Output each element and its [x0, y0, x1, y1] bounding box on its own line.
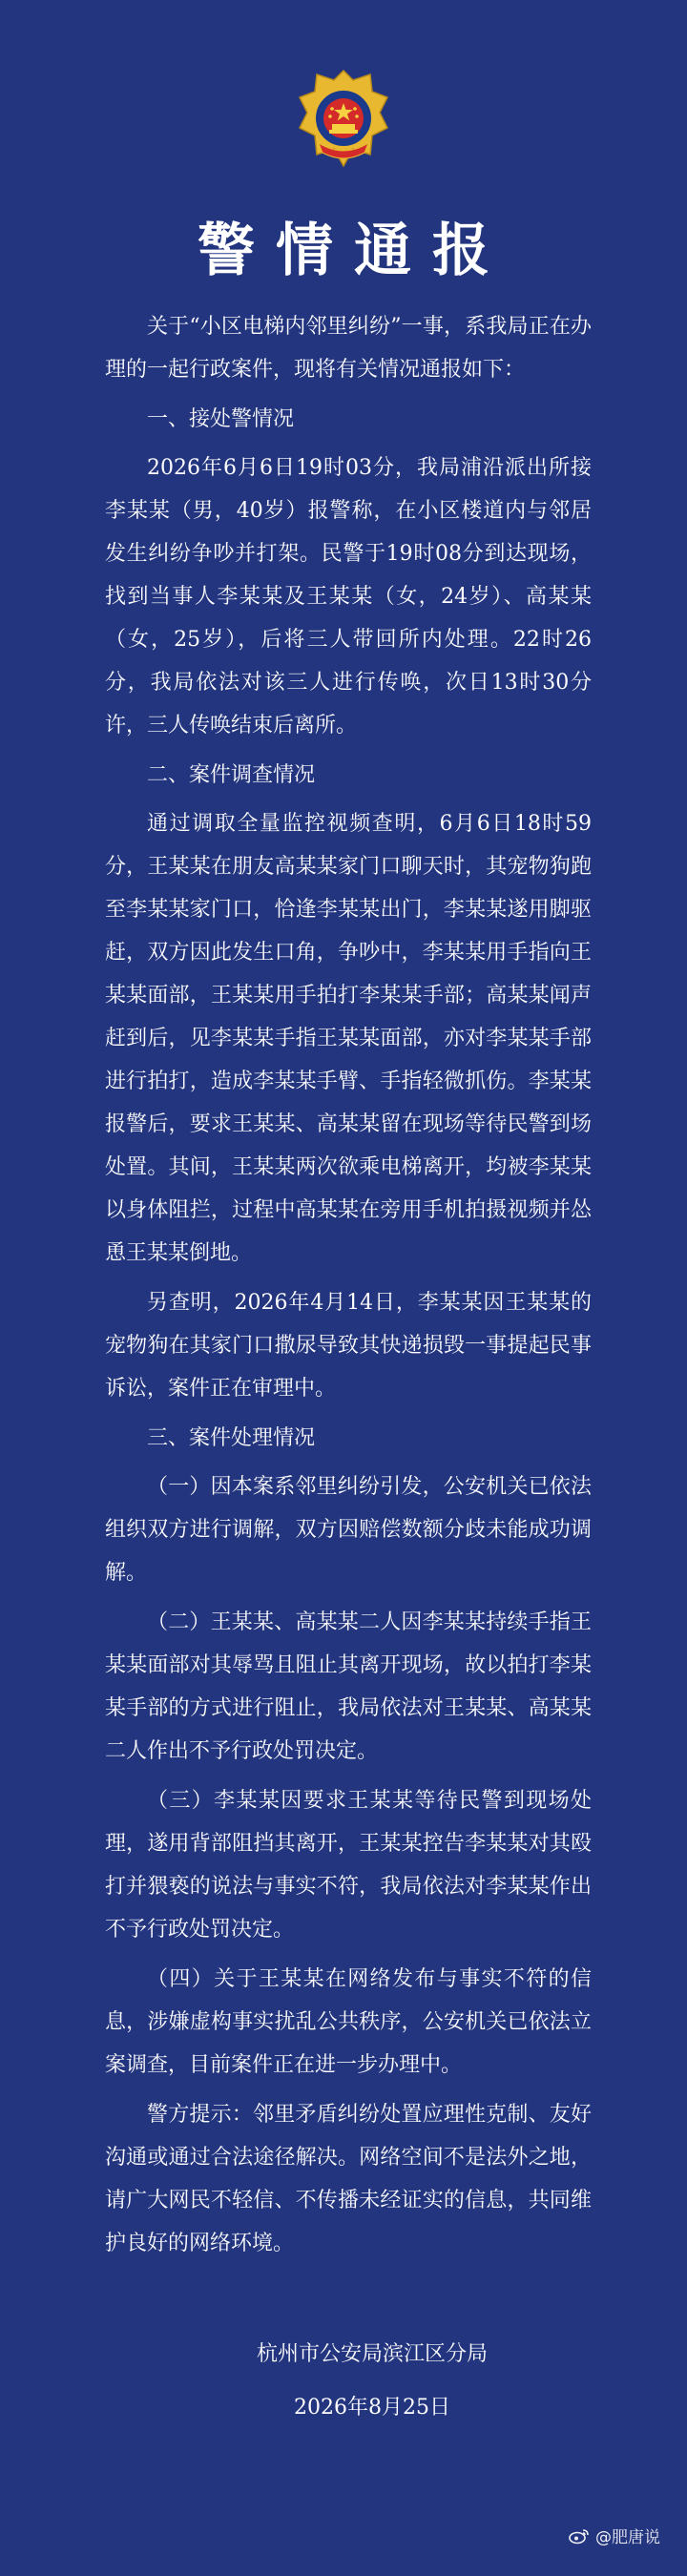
watermark-text: @肥唐说	[595, 2528, 660, 2547]
section-2-paragraph-extra: 另查明，2026年4月14日，李某某因王某某的宠物狗在其家门口撒尿导致其快递损毁一事提起民事诉讼，案件正在审理中。	[105, 1291, 592, 1401]
weibo-icon	[569, 2527, 590, 2545]
intro-paragraph: 关于“小区电梯内邻里纠纷”一事，系我局正在办理的一起行政案件，现将有关情况通报如下：	[105, 315, 592, 382]
signature-date: 2026年8月25日	[294, 2396, 450, 2420]
police-emblem-icon	[296, 67, 391, 172]
notice-body	[105, 305, 592, 2272]
section-3-item-4: （四）关于王某某在网络发布与事实不符的信息，涉嫌虚构事实扰乱公共秩序，公安机关已依法立案调查，目前案件正在进一步办理中。	[105, 1967, 592, 2077]
section-3-item-2: （二）王某某、高某某二人因李某某持续手指王某某面部对其辱骂且阻止其离开现场，故以拍打李某某手部的方式进行阻止，我局依法对王某某、高某某二人作出不予行政处罚决定。	[105, 1610, 592, 1763]
section-heading-3: 三、案件处理情况	[147, 1426, 316, 1450]
page-title: 警情通报	[198, 218, 510, 284]
signature-org: 杭州市公安局滨江区分局	[256, 2342, 488, 2366]
section-3-item-3: （三）李某某因要求王某某等待民警到现场处理，遂用背部阻挡其离开，王某某控告李某某对其殴打并猥亵的说法与事实不符，我局依法对李某某作出不予行政处罚决定。	[105, 1789, 592, 1942]
police-tip-paragraph: 警方提示：邻里矛盾纠纷处置应理性克制、友好沟通或通过合法途径解决。网络空间不是法外之地，请广大网民不轻信、不传播未经证实的信息，共同维护良好的网络环境。	[105, 2103, 592, 2255]
watermark	[569, 2524, 660, 2547]
section-heading-2: 二、案件调查情况	[147, 763, 316, 787]
section-3-item-1: （一）因本案系邻里纠纷引发，公安机关已依法组织双方进行调解，双方因赔偿数额分歧未能成功调解。	[105, 1475, 592, 1585]
signature-block	[239, 2328, 506, 2435]
section-2-paragraph: 通过调取全量监控视频查明，6月6日18时59分，王某某在朋友高某某家门口聊天时，其宠物狗跑至李某某家门口，恰逢李某某出门，李某某遂用脚驱赶，双方因此发生口角，争吵中，李某某用手指向王某某面部，王某某用手拍打李某某手部；高某某闻声赶到后，见李某某手指王某某面部，亦对李某某手部进行拍打，造成李某某手臂、手指轻微抓伤。李某某报警后，要求王某某、高某某留在现场等待民警到场处置。其间，王某某两次欲乘电梯离开，均被李某某以身体阻拦，过程中高某某在旁用手机拍摄视频并怂恿王某某倒地。	[105, 812, 592, 1265]
section-heading-1: 一、接处警情况	[147, 407, 295, 431]
section-1-paragraph: 2026年6月6日19时03分，我局浦沿派出所接李某某（男，40岁）报警称，在小区楼道内与邻居发生纠纷争吵并打架。民警于19时08分到达现场，找到当事人李某某及王某某（女，24岁）、高某某（女，25岁），后将三人带回所内处理。22时26分，我局依法对该三人进行传唤，次日13时30分许，三人传唤结束后离所。	[105, 456, 592, 737]
